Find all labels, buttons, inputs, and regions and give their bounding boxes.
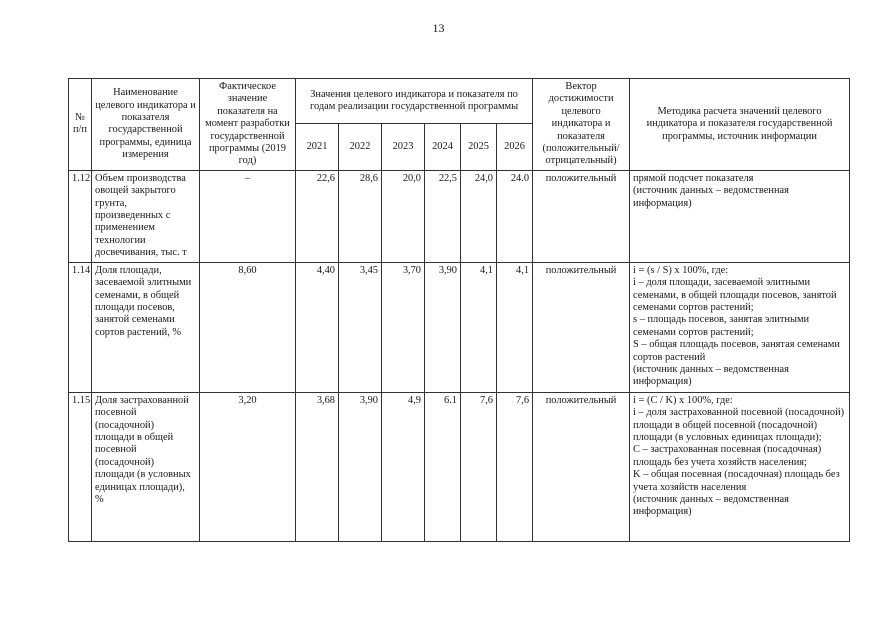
method-line: (источник данных – ведомственная информация) <box>633 185 789 209</box>
table-row <box>69 170 850 262</box>
row-value: 6.1 <box>425 392 461 541</box>
method-line: (источник данных – ведомственная информация) <box>633 363 789 388</box>
row-value: 24,0 <box>461 170 497 262</box>
header-number: № п/п <box>69 79 92 171</box>
row-value: 28,6 <box>339 170 382 262</box>
row-value: 20,0 <box>382 170 425 262</box>
header-year: 2022 <box>339 123 382 170</box>
method-line: s – площадь посевов, занятая элитными семенами сортов растений; <box>633 314 810 338</box>
row-value: 4,1 <box>461 262 497 392</box>
table-row <box>69 262 850 392</box>
row-vector: положительный <box>533 170 630 262</box>
method-line: i – доля площади, засеваемой элитными семенами, в общей площади посевов, занятой семенами сортов растений; <box>633 277 837 313</box>
row-fact-value: – <box>200 170 296 262</box>
row-method <box>630 392 850 541</box>
row-fact-value: 8,60 <box>200 262 296 392</box>
header-year: 2023 <box>382 123 425 170</box>
row-number: 1.12 <box>69 170 92 262</box>
row-value: 4,40 <box>296 262 339 392</box>
row-fact-value: 3,20 <box>200 392 296 541</box>
row-vector: положительный <box>533 262 630 392</box>
header-year: 2025 <box>461 123 497 170</box>
header-year: 2026 <box>497 123 533 170</box>
row-value: 7,6 <box>461 392 497 541</box>
row-value: 22,5 <box>425 170 461 262</box>
method-line: (источник данных – ведомственная информация) <box>633 493 789 518</box>
header-fact-value: Фактическое значение показателя на момент разработки государственной программы (2019 год) <box>200 79 296 171</box>
row-value: 4,1 <box>497 262 533 392</box>
header-year: 2024 <box>425 123 461 170</box>
header-method: Методика расчета значений целевого индикатора и показателя государственной программы, источник информации <box>630 79 850 171</box>
table-row <box>69 392 850 541</box>
method-line: прямой подсчет показателя <box>633 172 754 184</box>
row-value: 3,90 <box>425 262 461 392</box>
method-line: K – общая посевная (посадочная) площадь без учета хозяйств населения <box>633 469 840 493</box>
row-indicator-name: Доля площади, засеваемой элитными семенами, в общей площади посевов, занятой семенами сортов растений, % <box>92 262 200 392</box>
method-line: i – доля застрахованной посевной (посадочной) площади в общей посевной (посадочной) площади (в условных единицах площади); <box>633 407 845 443</box>
row-indicator-name: Доля застрахованной посевной (посадочной) площади в общей посевной (посадочной) площади (в условных единицах площади), % <box>92 392 200 541</box>
header-vector: Вектор достижимости целевого индикатора и показателя (положительный/ отрицательный) <box>533 79 630 171</box>
row-value: 3,90 <box>339 392 382 541</box>
row-value: 3,45 <box>339 262 382 392</box>
row-number: 1.15 <box>69 392 92 541</box>
row-number: 1.14 <box>69 262 92 392</box>
row-value: 3,70 <box>382 262 425 392</box>
method-line: i = (C / K) x 100%, где: <box>633 394 733 406</box>
row-value: 24.0 <box>497 170 533 262</box>
row-value: 3,68 <box>296 392 339 541</box>
row-vector: положительный <box>533 392 630 541</box>
page-number: 13 <box>432 21 445 35</box>
method-line: C – застрахованная посевная (посадочная) площадь без учета хозяйств населения; <box>633 444 822 468</box>
table-header-row <box>69 79 850 124</box>
header-indicator-name: Наименование целевого индикатора и показателя государственной программы, единица измерения <box>92 79 200 171</box>
row-indicator-name: Объем производства овощей закрытого грунта, произведенных с применением технологии досвечивания, тыс. т <box>92 170 200 262</box>
indicators-table <box>68 78 850 542</box>
method-line: S – общая площадь посевов, занятая семенами сортов растений <box>633 339 840 363</box>
header-values-by-year: Значения целевого индикатора и показателя по годам реализации государственной программы <box>296 79 533 124</box>
row-value: 22,6 <box>296 170 339 262</box>
method-line: i = (s / S) x 100%, где: <box>633 264 729 276</box>
row-value: 7,6 <box>497 392 533 541</box>
header-year: 2021 <box>296 123 339 170</box>
row-method <box>630 262 850 392</box>
row-method <box>630 170 850 262</box>
row-value: 4,9 <box>382 392 425 541</box>
